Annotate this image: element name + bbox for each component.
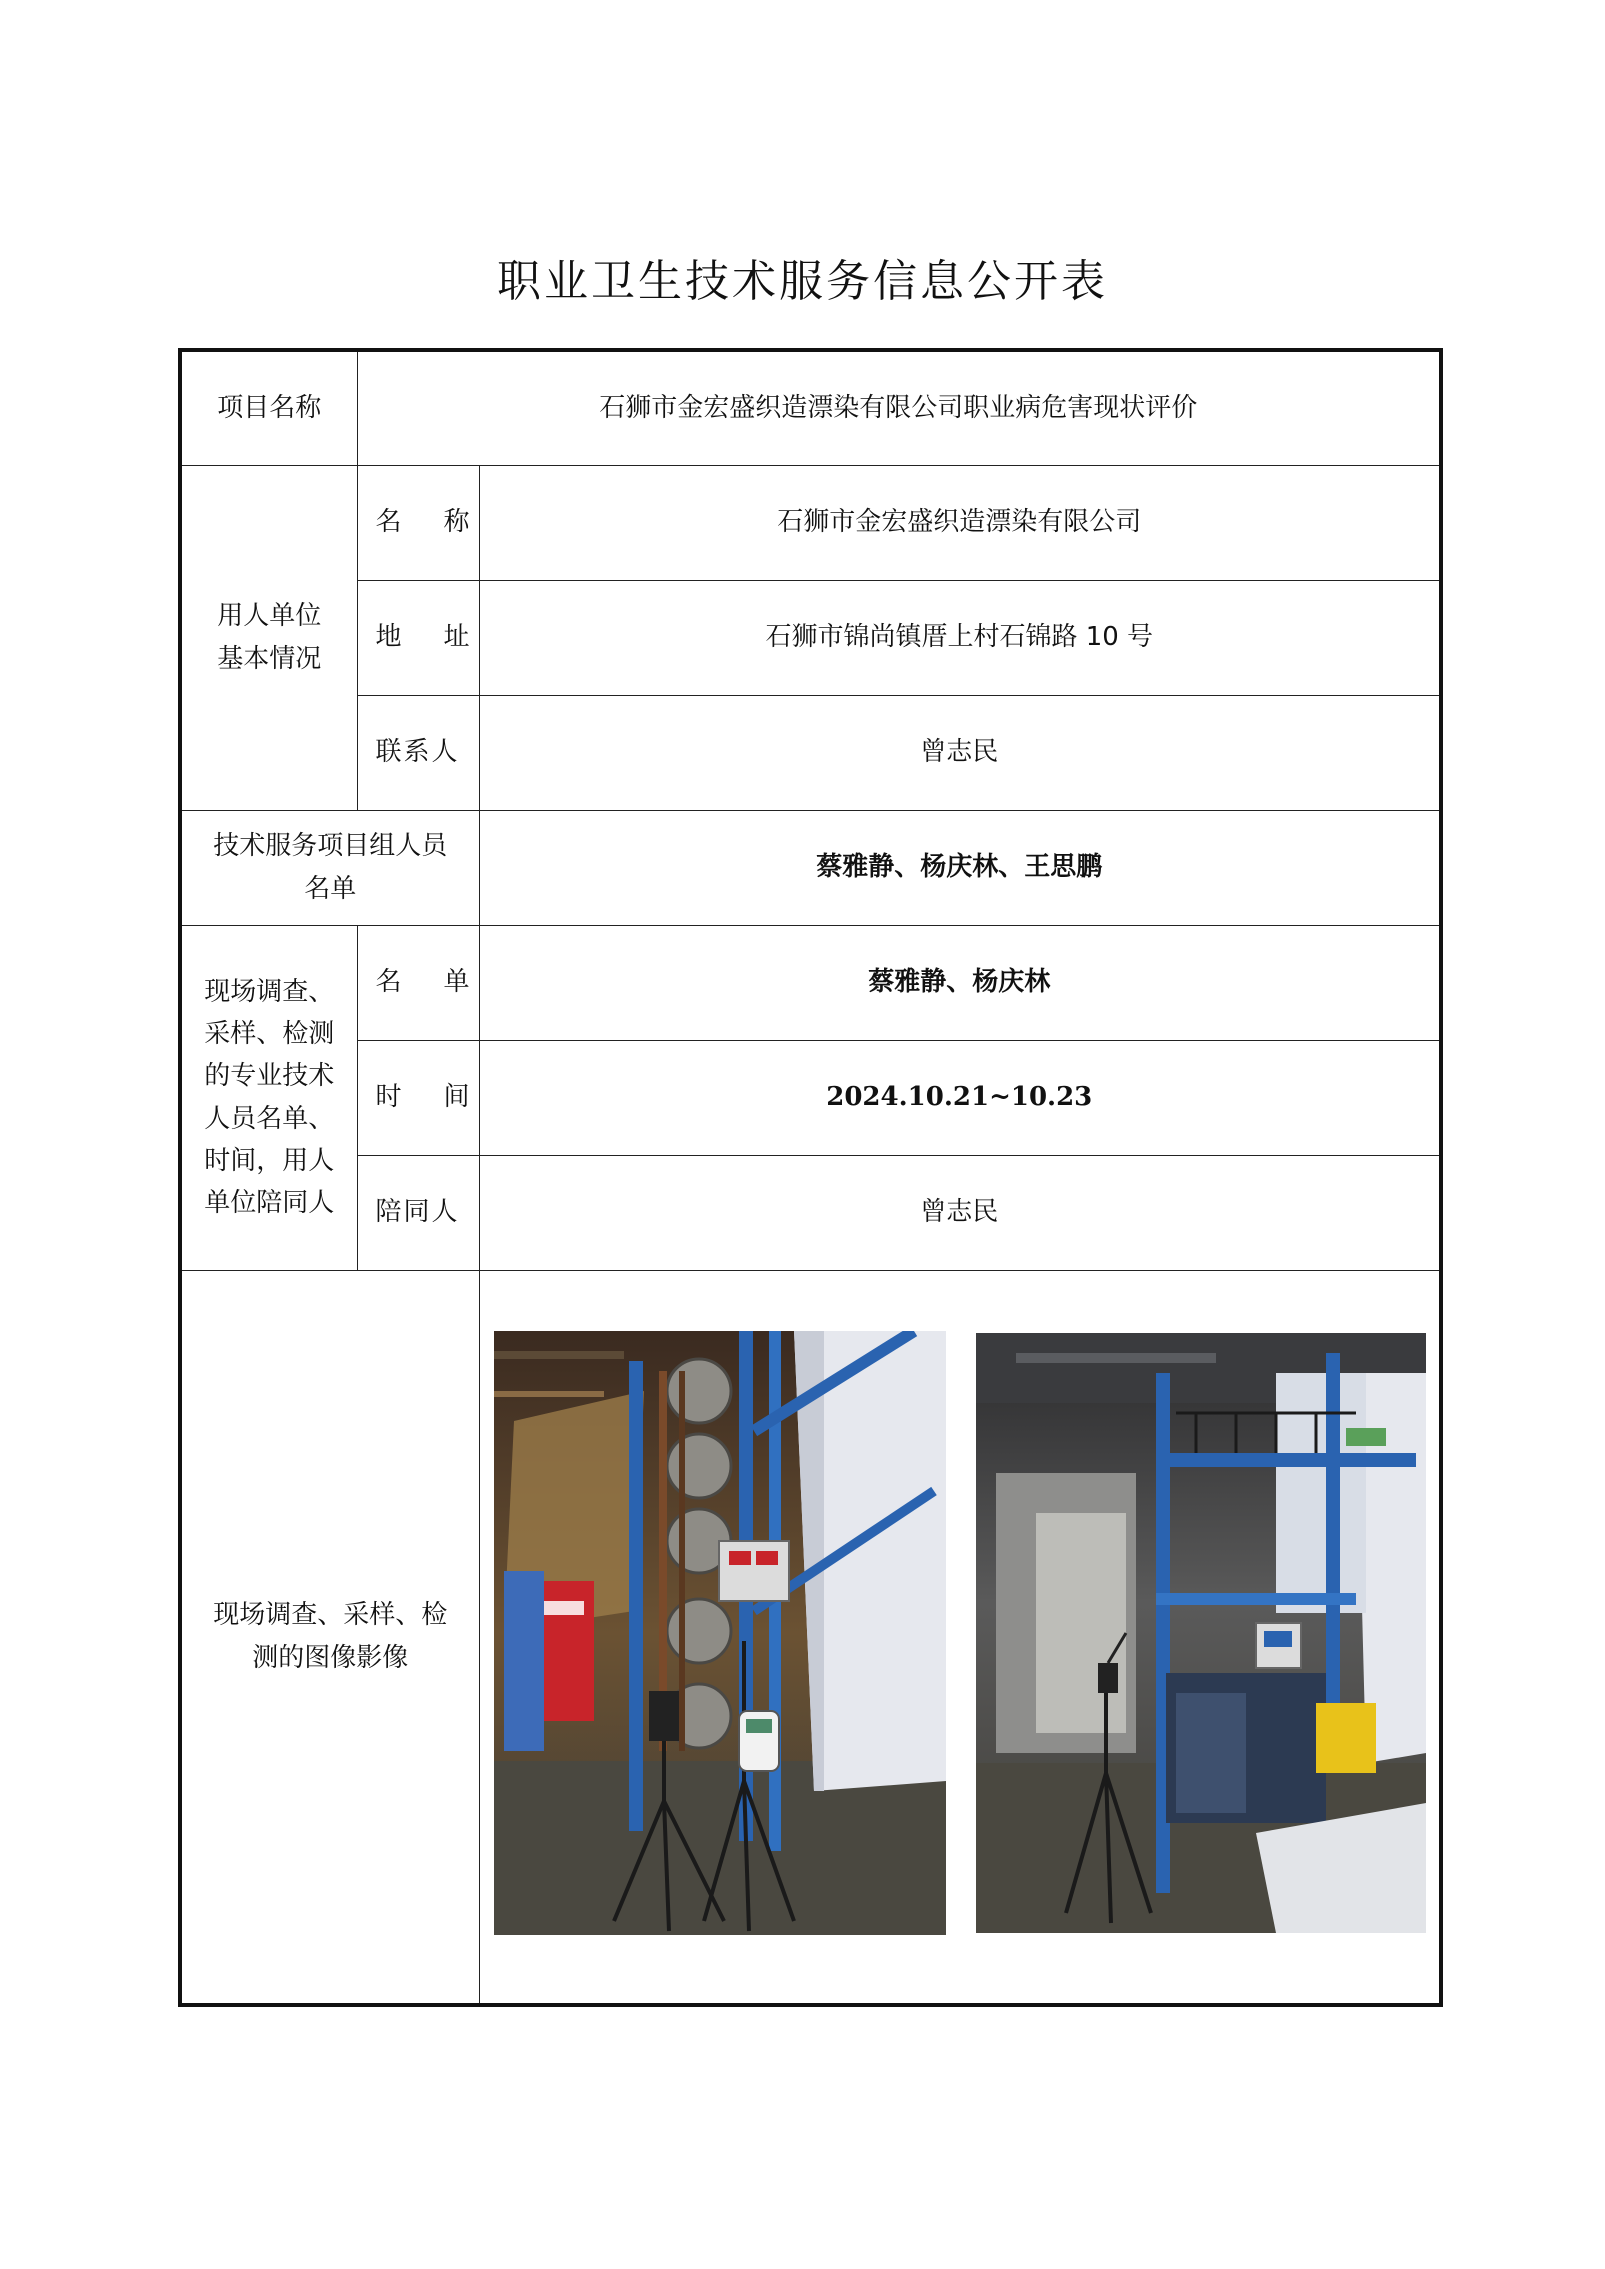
field-list-label: 名 单: [357, 925, 479, 1040]
employer-address-label: 地 址: [357, 580, 479, 695]
row-field-time: [180, 1040, 1441, 1155]
field-escort-label: 陪同人: [357, 1155, 479, 1270]
team-label-line2: 名单: [304, 873, 357, 904]
images-cell: [479, 1270, 1441, 2005]
row-employer-contact: [180, 695, 1441, 810]
row-employer-address: [180, 580, 1441, 695]
row-field-list: [180, 925, 1441, 1040]
field-list-value: 蔡雅静、杨庆林: [479, 925, 1441, 1040]
project-name-value: 石狮市金宏盛织造漂染有限公司职业病危害现状评价: [357, 350, 1441, 465]
employer-contact-label: 联系人: [357, 695, 479, 810]
employer-section-label-line1: 用人单位: [217, 600, 322, 631]
field-time-label: 时 间: [357, 1040, 479, 1155]
row-employer-name: [180, 465, 1441, 580]
field-photo-left-image: [494, 1331, 946, 1935]
project-name-label: 项目名称: [180, 350, 357, 465]
field-photo-left: [494, 1331, 946, 1935]
row-project: [180, 350, 1441, 465]
row-field-escort: [180, 1155, 1441, 1270]
employer-section-label-line2: 基本情况: [217, 643, 322, 674]
team-label-line1: 技术服务项目组人员: [213, 830, 448, 861]
images-label-line2: 测的图像影像: [252, 1642, 409, 1673]
row-images: [180, 1270, 1441, 2005]
field-section-label: 现场调查、 采样、检测 的专业技术 人员名单、 时间，用人 单位陪同人: [180, 925, 357, 1270]
images-label-line1: 现场调查、采样、检: [213, 1599, 448, 1630]
info-table: [178, 348, 1443, 2007]
field-photo-right-image: [976, 1333, 1426, 1933]
employer-contact-value: 曾志民: [479, 695, 1441, 810]
images-label: [180, 1270, 479, 2005]
field-photo-right: [976, 1333, 1426, 1933]
team-label: [180, 810, 479, 925]
employer-name-value: 石狮市金宏盛织造漂染有限公司: [479, 465, 1441, 580]
employer-name-label: 名 称: [357, 465, 479, 580]
employer-section-label: [180, 465, 357, 810]
page-title: 职业卫生技术服务信息公开表: [497, 256, 1108, 307]
team-value: 蔡雅静、杨庆林、王思鹏: [479, 810, 1441, 925]
field-escort-value: 曾志民: [479, 1155, 1441, 1270]
row-team: [180, 810, 1441, 925]
field-time-value: 2024.10.21~10.23: [479, 1040, 1441, 1155]
employer-address-value: 石狮市锦尚镇厝上村石锦路 10 号: [479, 580, 1441, 695]
